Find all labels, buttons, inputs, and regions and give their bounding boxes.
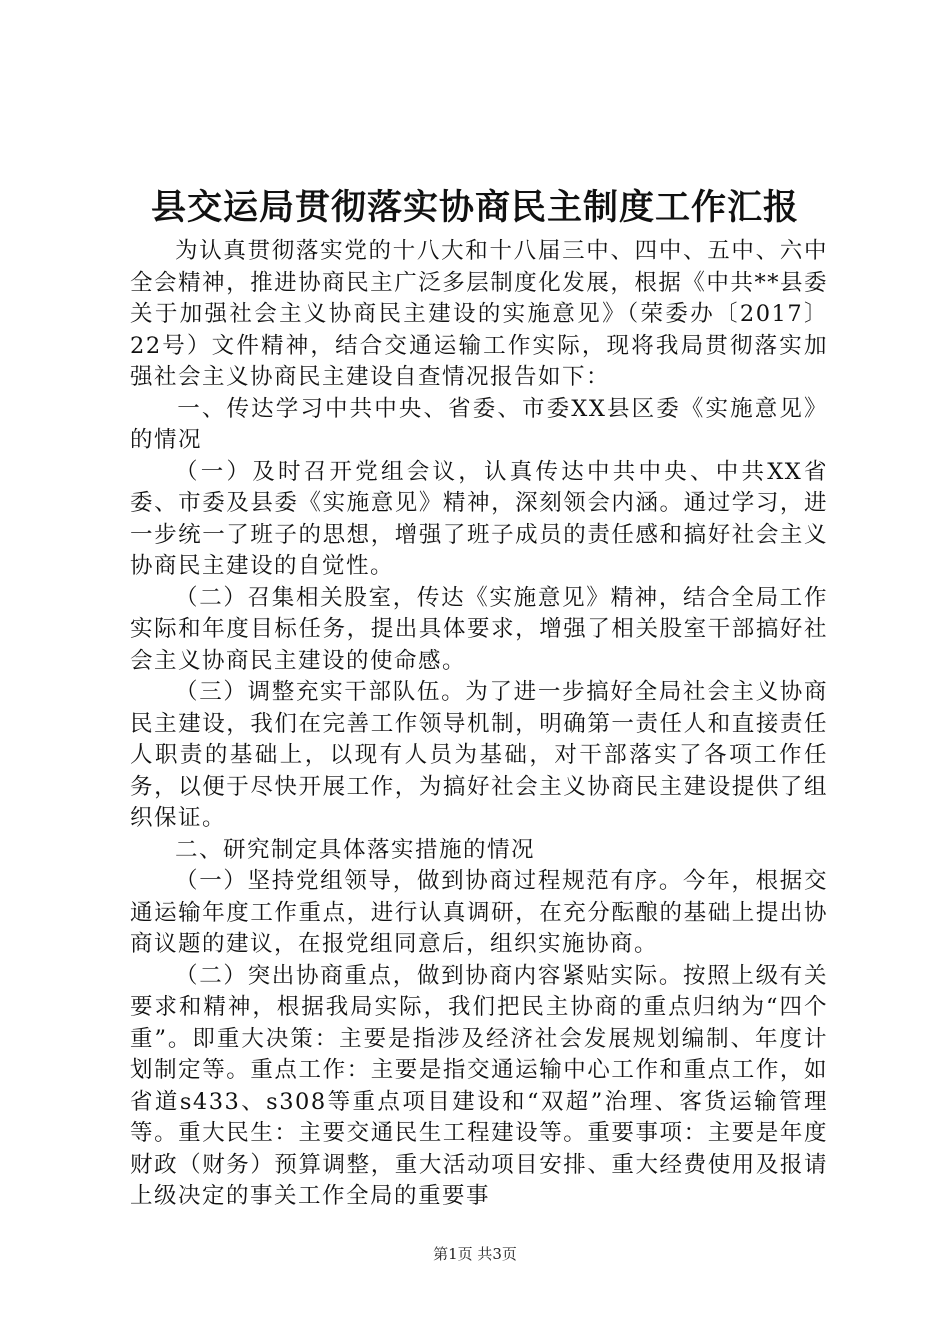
intro-paragraph: 为认真贯彻落实党的十八大和十八届三中、四中、五中、六中全会精神，推进协商民主广泛多层制度化发展，根据《中共**县委关于加强社会主义协商民主建设的实施意见》（荣委办〔2017〕22号）文件精神，结合交通运输工作实际，现将我局贯彻落实加强社会主义协商民主建设自查情况报告如下： bbox=[130, 238, 828, 390]
document-body bbox=[130, 236, 828, 1213]
section-1-item-2: （二）召集相关股室，传达《实施意见》精神，结合全局工作实际和年度目标任务，提出具体要求，增强了相关股室干部搞好社会主义协商民主建设的使命感。 bbox=[130, 584, 828, 674]
section-1-item-1: （一）及时召开党组会议，认真传达中共中央、中共XX省委、市委及县委《实施意见》精神，深刻领会内涵。通过学习，进一步统一了班子的思想，增强了班子成员的责任感和搞好社会主义协商民主建设的自觉性。 bbox=[130, 458, 828, 579]
document-title: 县交运局贯彻落实协商民主制度工作汇报 bbox=[150, 187, 799, 228]
section-heading-1: 一、传达学习中共中央、省委、市委XX县区委《实施意见》的情况 bbox=[130, 395, 828, 453]
section-heading-2: 二、研究制定具体落实措施的情况 bbox=[175, 836, 536, 863]
section-2-item-2: （二）突出协商重点，做到协商内容紧贴实际。按照上级有关要求和精神，根据我局实际，我们把民主协商的重点归纳为“四个重”。即重大决策：主要是指涉及经济社会发展规划编制、年度计划制定等。重点工作：主要是指交通运输中心工作和重点工作，如省道s433、s308等重点项目建设和“双超”治理、客货运输管理等。重大民生：主要交通民生工程建设等。重要事项：主要是年度财政（财务）预算调整，重大活动项目安排、重大经费使用及报请上级决定的事关工作全局的重要事 bbox=[130, 962, 828, 1209]
section-1-item-3: （三）调整充实干部队伍。为了进一步搞好全局社会主义协商民主建设，我们在完善工作领导机制，明确第一责任人和直接责任人职责的基础上，以现有人员为基础，对干部落实了各项工作任务，以便于尽快开展工作，为搞好社会主义协商民主建设提供了组织保证。 bbox=[130, 679, 828, 831]
page-footer: 第1页 共3页 bbox=[433, 1245, 517, 1263]
section-2-item-1: （一）坚持党组领导，做到协商过程规范有序。今年，根据交通运输年度工作重点，进行认真调研，在充分酝酿的基础上提出协商议题的建议，在报党组同意后，组织实施协商。 bbox=[130, 868, 828, 957]
